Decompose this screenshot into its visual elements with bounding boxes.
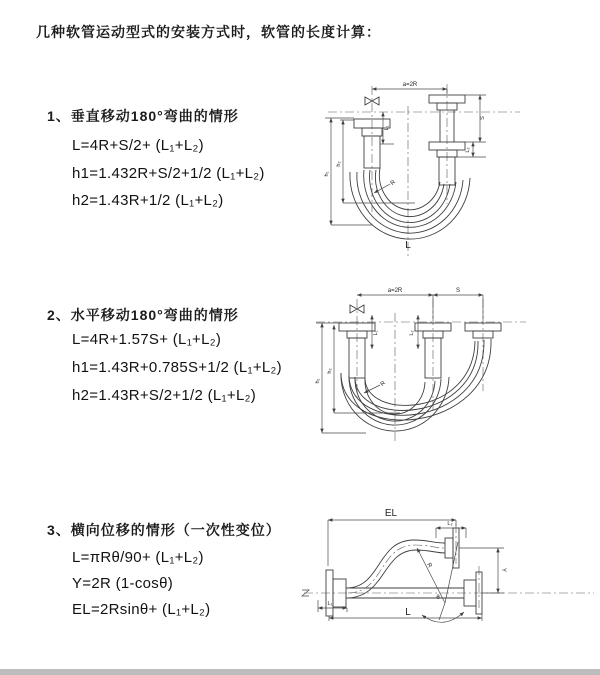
dim-label-r: R	[425, 562, 433, 569]
dim-label-l2: L₂	[465, 147, 471, 153]
diagram-lateral-displacement	[296, 500, 600, 662]
page-title: 几种软管运动型式的安装方式时，软管的长度计算：	[36, 24, 381, 40]
dim-s-l2	[456, 95, 486, 157]
formula-line: Y=2R (1-cosθ)	[72, 575, 174, 592]
formula-line: EL=2Rsinθ+ (L₁+L₂)	[72, 601, 211, 618]
diagram-horizontal-180-bend	[308, 283, 598, 463]
radius-callout	[364, 380, 387, 393]
dim-l1	[318, 600, 347, 612]
hose-s-curve	[346, 540, 445, 598]
centerlines	[316, 299, 526, 441]
hose-u-arcs	[350, 168, 470, 239]
dim-label-s: S	[455, 288, 461, 294]
dim-label-l1: L₁	[373, 330, 379, 336]
dim-a2r-s	[357, 288, 483, 319]
dim-label-h1: h₁	[315, 378, 321, 384]
dim-l2	[436, 521, 466, 538]
dim-label-el: EL	[384, 508, 398, 519]
dim-l-total	[329, 607, 482, 621]
formula-line: h2=1.43R+S/2+1/2 (L₁+L₂)	[72, 387, 257, 404]
section-3-heading: 3、横向位移的情形（一次性变位）	[47, 522, 281, 538]
radius-callout	[374, 179, 397, 193]
centerlines	[328, 84, 520, 256]
dim-label-l2: L₂	[409, 330, 415, 336]
dim-label-y: Y	[500, 567, 506, 573]
section-2-heading: 2、水平移动180°弯曲的情形	[47, 307, 239, 323]
dim-y	[459, 548, 506, 593]
dim-label-h1: h₁	[324, 171, 330, 177]
centerlines	[304, 524, 594, 608]
dim-label-l-total: L	[405, 240, 411, 251]
dim-label-l: L	[405, 607, 411, 618]
section-1-heading: 1、垂直移动180°弯曲的情形	[47, 108, 239, 124]
dim-label-theta: θ	[436, 595, 440, 601]
scan-edge	[0, 669, 600, 675]
dim-label-h2: h₂	[336, 161, 342, 167]
formula-line: h1=1.43R+0.785S+1/2 (L₁+L₂)	[72, 359, 282, 376]
dim-label-l2: L₂	[447, 521, 453, 527]
hose-u-arcs-shifted	[341, 339, 491, 420]
dim-label-a2r: a=2R	[402, 82, 418, 88]
formula-line: L=4R+S/2+ (L₁+L₂)	[72, 137, 204, 154]
radius-and-angle	[417, 542, 464, 622]
formula-line: L=4R+1.57S+ (L₁+L₂)	[72, 331, 222, 348]
formula-line: L=πRθ/90+ (L₁+L₂)	[72, 549, 204, 566]
dim-label-s: S	[480, 116, 486, 120]
dim-label-a2r: a=2R	[387, 288, 403, 294]
formula-line: h1=1.432R+S/2+1/2 (L₁+L₂)	[72, 165, 265, 182]
dim-el	[328, 508, 456, 566]
dim-label-l1: L₁	[384, 125, 390, 131]
diagram-vertical-180-bend	[310, 72, 598, 260]
dim-label-h2: h₂	[327, 368, 333, 374]
formula-line: h2=1.43R+1/2 (L₁+L₂)	[72, 192, 224, 209]
dim-a2r	[372, 82, 447, 94]
dim-label-l1: L₁	[327, 601, 333, 607]
dim-label-r: R	[379, 380, 387, 388]
dim-label-r: R	[389, 179, 397, 187]
